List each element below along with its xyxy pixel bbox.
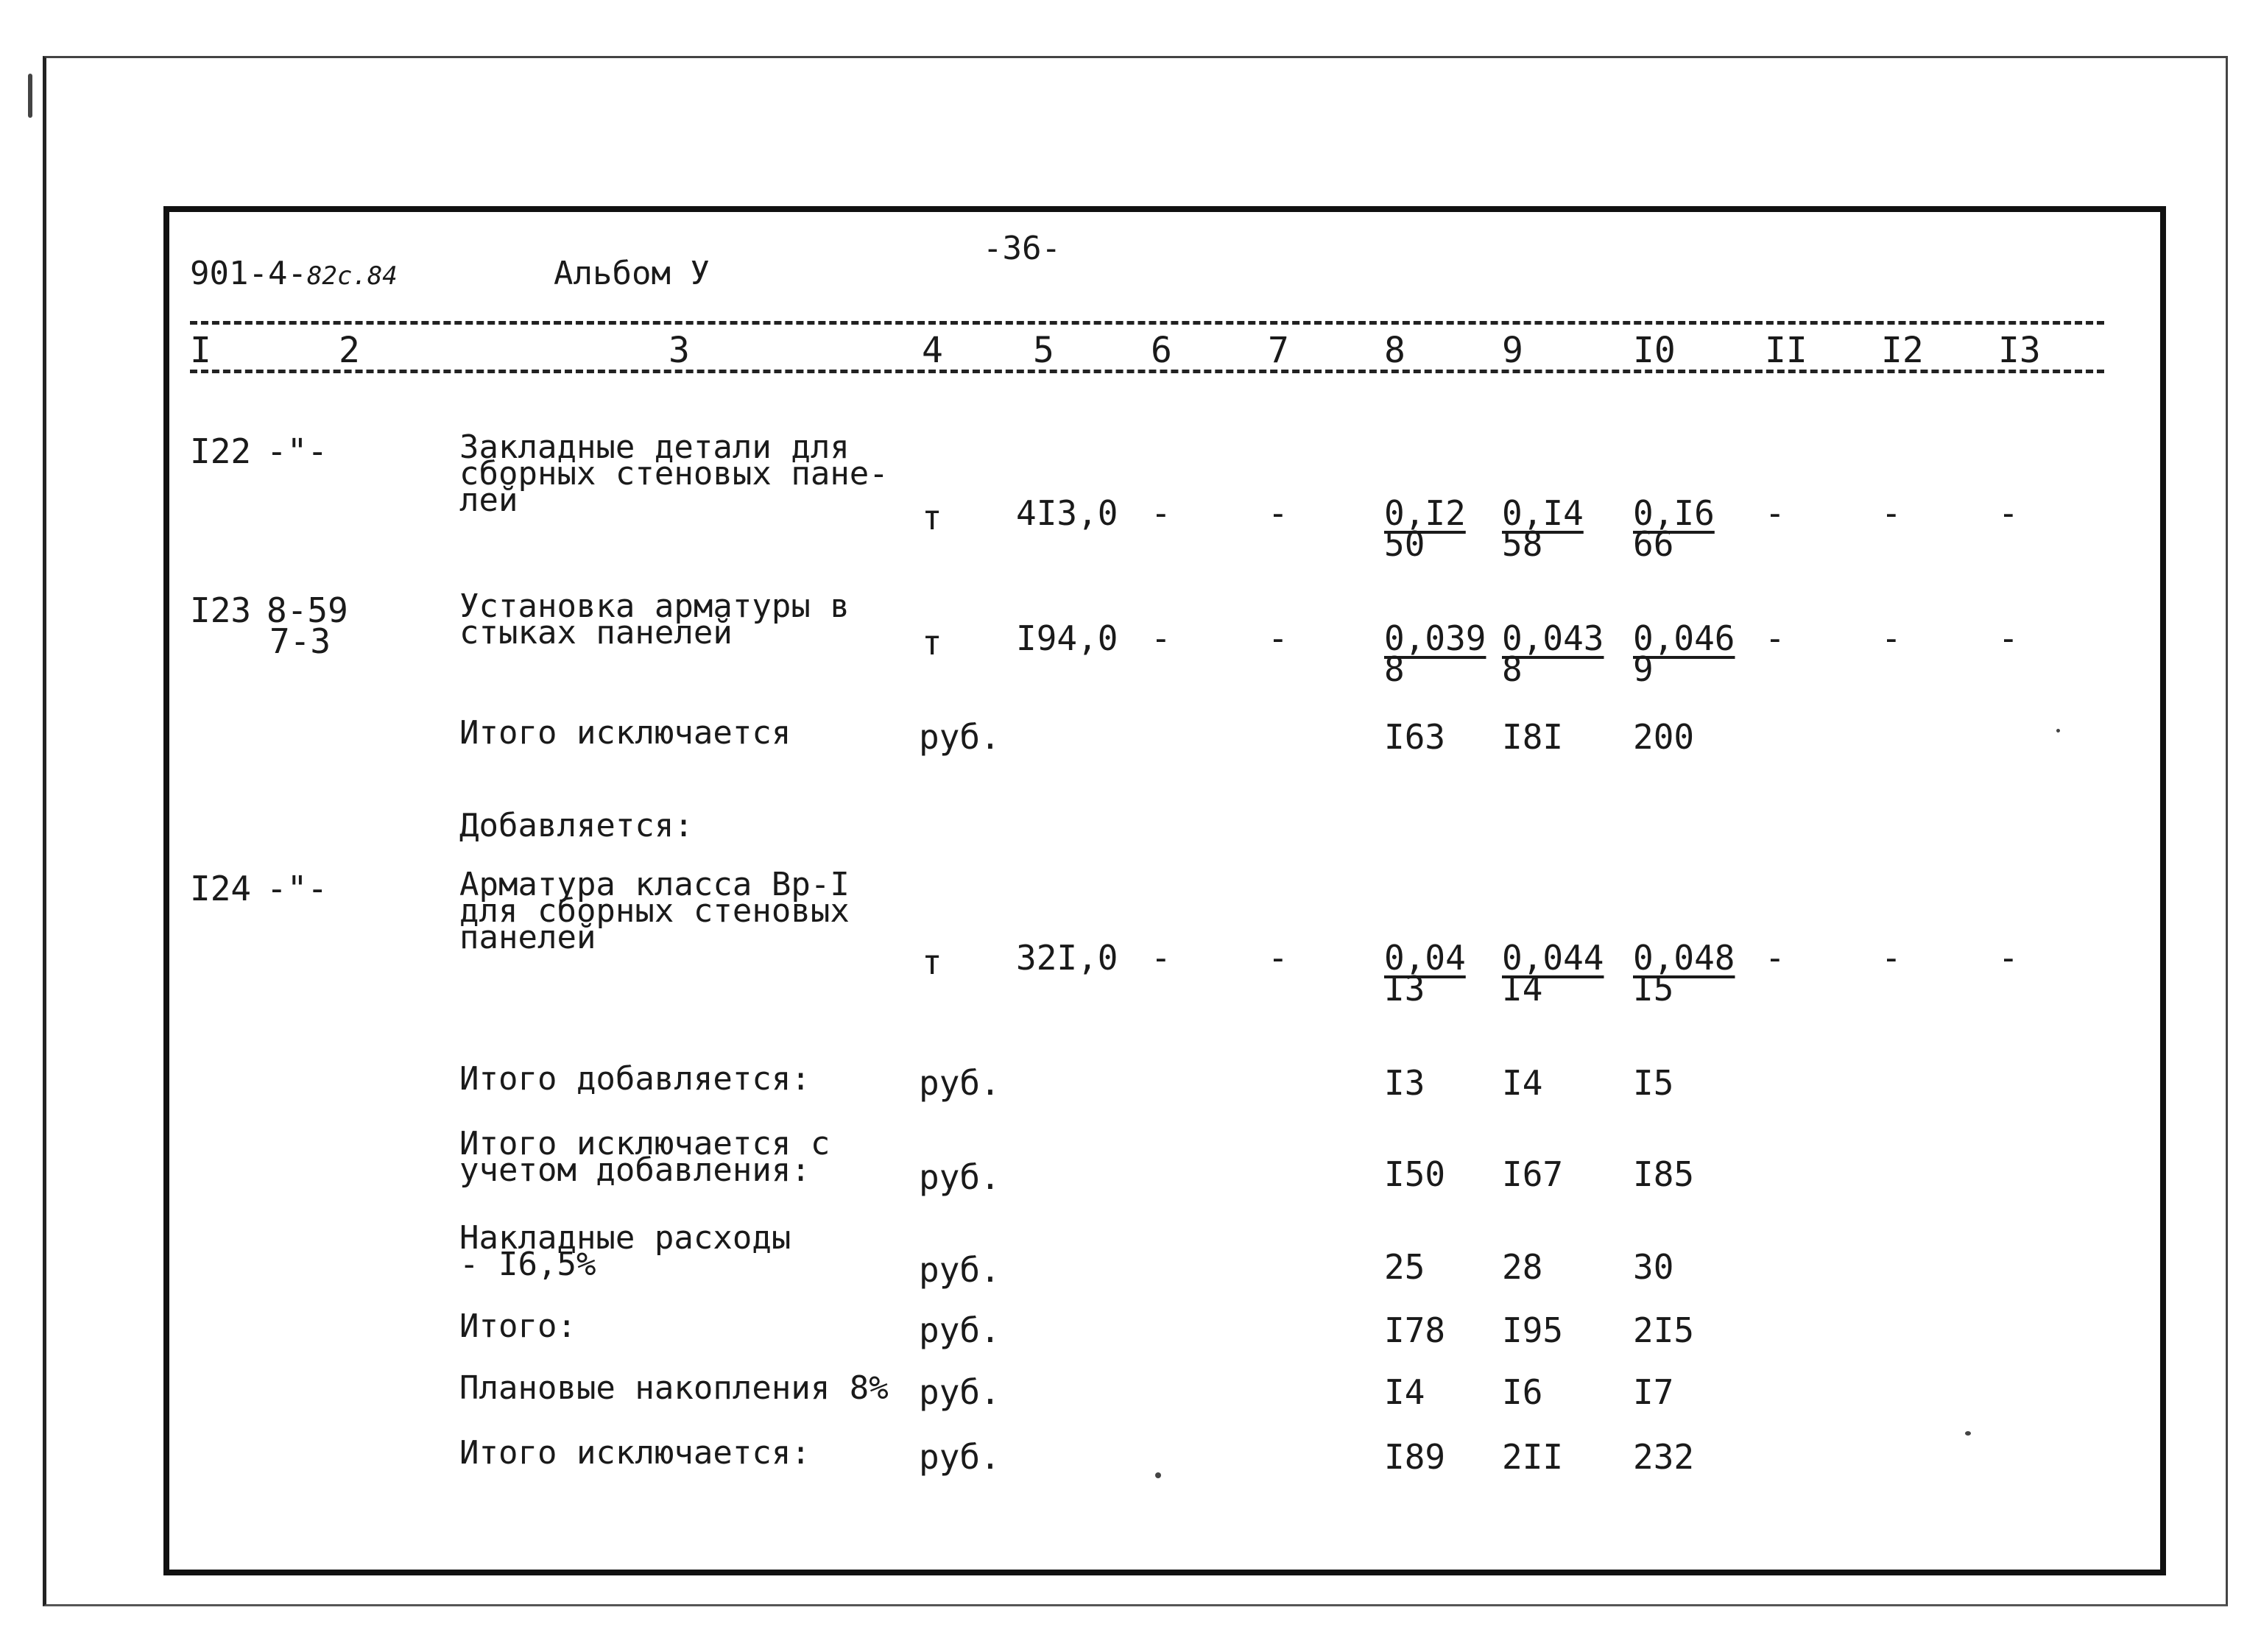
total-col9: I8I (1502, 717, 1564, 757)
fraction-numerator: 0,039 (1384, 618, 1486, 658)
row-col10-fraction (1633, 618, 1735, 689)
total-col9: 28 (1502, 1247, 1543, 1287)
row-code-secondary: 7-3 (269, 621, 331, 661)
scan-speck (28, 74, 32, 118)
total-col8: I89 (1384, 1437, 1446, 1477)
total-unit: руб. (919, 717, 1001, 757)
column-number: I3 (1998, 330, 2041, 371)
fraction-denominator: 66 (1633, 524, 1674, 564)
column-number: I2 (1881, 330, 1924, 371)
column-number: 2 (339, 330, 360, 371)
total-col8: I63 (1384, 717, 1446, 757)
fraction-numerator: 0,I4 (1502, 493, 1584, 533)
row-code: -"- (267, 431, 328, 471)
total-col10: I85 (1633, 1154, 1695, 1194)
row-col13: - (1998, 938, 2019, 978)
fraction-numerator: 0,044 (1502, 938, 1604, 978)
fraction-denominator: I4 (1502, 969, 1543, 1009)
row-code: 8-59 (267, 590, 348, 630)
document-code-prefix: 901-4- (190, 255, 307, 292)
column-number: 6 (1151, 330, 1172, 371)
fraction-denominator: 9 (1633, 649, 1654, 689)
fraction-denominator: I5 (1633, 969, 1674, 1009)
total-col8: I4 (1384, 1372, 1425, 1412)
fraction-denominator: 58 (1502, 524, 1543, 564)
fraction-numerator: 0,043 (1502, 618, 1604, 658)
total-label: Итого добавляется: (459, 1060, 811, 1098)
total-col10: 232 (1633, 1437, 1695, 1477)
column-number: 4 (922, 330, 943, 371)
total-col10: I5 (1633, 1063, 1674, 1103)
fraction-numerator: 0,I6 (1633, 493, 1715, 533)
row-col13: - (1998, 493, 2019, 533)
row-col13: - (1998, 618, 2019, 658)
row-code: -"- (267, 869, 328, 908)
total-unit: руб. (919, 1437, 1001, 1477)
row-col10-fraction (1633, 938, 1735, 1009)
scan-speck (1965, 1431, 1971, 1436)
column-number: 3 (669, 330, 690, 371)
total-unit: руб. (919, 1157, 1001, 1197)
fraction-numerator: 0,04 (1384, 938, 1466, 978)
row-col12: - (1881, 618, 1902, 658)
header-divider-bottom (190, 370, 2104, 373)
total-col8: I50 (1384, 1154, 1446, 1194)
row-col11: - (1765, 938, 1785, 978)
row-col6: - (1151, 618, 1171, 658)
total-label: Итого исключается: (459, 1434, 811, 1472)
total-col8: I78 (1384, 1310, 1446, 1350)
total-unit: руб. (919, 1372, 1001, 1412)
row-price: 32I,0 (1016, 938, 1118, 978)
row-col8-fraction (1384, 938, 1466, 1009)
total-unit: руб. (919, 1310, 1001, 1350)
fraction-denominator: 50 (1384, 524, 1425, 564)
row-col7: - (1268, 493, 1288, 533)
total-col10: 30 (1633, 1247, 1674, 1287)
fraction-denominator: I3 (1384, 969, 1425, 1009)
album-label: Альбом У (554, 255, 710, 292)
row-description: Закладные детали для сборных стеновых пане- лей (459, 428, 889, 519)
total-label: Итого исключается (459, 714, 791, 752)
scan-speck (1155, 1472, 1161, 1478)
column-number: 7 (1268, 330, 1289, 371)
total-col10: 200 (1633, 717, 1695, 757)
total-label: Итого: (459, 1307, 576, 1345)
total-unit: руб. (919, 1063, 1001, 1103)
row-col8-fraction (1384, 493, 1466, 564)
row-col12: - (1881, 938, 1902, 978)
row-description: Установка арматуры в стыках панелей (459, 587, 850, 652)
column-number: 8 (1384, 330, 1405, 371)
row-col11: - (1765, 618, 1785, 658)
total-label: Накладные расходы - I6,5% (459, 1219, 791, 1283)
total-col10: 2I5 (1633, 1310, 1695, 1350)
document-code (190, 255, 398, 292)
total-col9: I67 (1502, 1154, 1564, 1194)
row-col6: - (1151, 938, 1171, 978)
column-number: II (1765, 330, 1807, 371)
row-number: I23 (190, 590, 252, 630)
total-col9: I6 (1502, 1372, 1543, 1412)
document-code-handwritten: 82с.84 (306, 261, 398, 291)
total-col9: I4 (1502, 1063, 1543, 1103)
row-unit: т (922, 942, 942, 982)
total-unit: руб. (919, 1250, 1001, 1290)
column-number: I0 (1633, 330, 1676, 371)
column-number: I (190, 330, 211, 371)
total-label: Плановые накопления 8% (459, 1369, 889, 1407)
fraction-numerator: 0,I2 (1384, 493, 1466, 533)
row-col9-fraction (1502, 618, 1604, 689)
row-price: I94,0 (1016, 618, 1118, 658)
total-col9: 2II (1502, 1437, 1564, 1477)
section-added-heading: Добавляется: (459, 807, 694, 844)
fraction-numerator: 0,048 (1633, 938, 1735, 978)
row-col11: - (1765, 493, 1785, 533)
total-col10: I7 (1633, 1372, 1674, 1412)
row-col7: - (1268, 618, 1288, 658)
total-col8: I3 (1384, 1063, 1425, 1103)
page-number: -36- (983, 230, 1061, 267)
row-unit: т (922, 498, 942, 537)
row-col9-fraction (1502, 938, 1604, 1009)
row-price: 4I3,0 (1016, 493, 1118, 533)
row-col7: - (1268, 938, 1288, 978)
column-number: 9 (1502, 330, 1523, 371)
total-label: Итого исключается с учетом добавления: (459, 1125, 830, 1189)
fraction-denominator: 8 (1502, 649, 1523, 689)
scan-speck (2056, 729, 2060, 733)
row-description: Арматура класса Вр-I для сборных стеновых панелей (459, 866, 850, 956)
fraction-denominator: 8 (1384, 649, 1405, 689)
row-unit: т (922, 623, 942, 663)
row-number: I22 (190, 431, 252, 471)
row-col6: - (1151, 493, 1171, 533)
row-col8-fraction (1384, 618, 1486, 689)
column-number: 5 (1033, 330, 1054, 371)
row-col10-fraction (1633, 493, 1715, 564)
total-col8: 25 (1384, 1247, 1425, 1287)
fraction-numerator: 0,046 (1633, 618, 1735, 658)
header-divider-top (190, 321, 2104, 325)
row-col12: - (1881, 493, 1902, 533)
row-col9-fraction (1502, 493, 1584, 564)
total-col9: I95 (1502, 1310, 1564, 1350)
row-number: I24 (190, 869, 252, 908)
